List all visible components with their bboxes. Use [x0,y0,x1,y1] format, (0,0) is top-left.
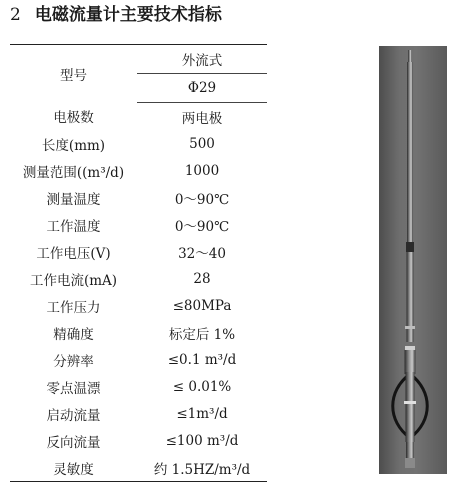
row-key: 灵敏度 [10,454,137,482]
row-value: 0～90℃ [174,191,230,208]
row-value: 两电极 [181,110,223,127]
row-key: 分辨率 [53,353,94,370]
row-value: ≤80MPa [172,297,232,314]
table-header-row [10,45,267,74]
table-row [10,103,267,131]
row-value: ≤ 0.01% [172,378,232,395]
table-row [10,454,267,482]
row-key: 电极数 [53,110,94,127]
table-row [10,427,267,454]
table-row [10,211,267,238]
row-value: 约 1.5HZ/m³/d [137,454,267,482]
section-number: 2 [10,5,21,25]
table-row [10,292,267,319]
table-row [10,373,267,400]
section-title: 电磁流量计主要技术指标 [34,5,222,25]
spec-table [10,44,267,482]
row-value: 32～40 [178,245,226,262]
row-key: 反向流量 [46,434,101,451]
row-key: 测量温度 [46,191,101,208]
row-key: 长度(mm) [41,137,106,154]
table-row [10,346,267,373]
row-key: 启动流量 [46,407,101,424]
row-value: 标定后 1% [168,326,236,343]
row-value: 28 [193,270,211,287]
row-value: ≤1m³/d [176,405,228,422]
table-row [10,184,267,211]
table-row [10,157,267,184]
table-row [10,319,267,346]
row-value: 1000 [184,162,220,179]
row-value: ≤100 m³/d [165,432,239,449]
row-value: ≤0.1 m³/d [167,351,237,368]
row-value: 0～90℃ [174,218,230,235]
table-row [10,238,267,265]
row-key: 工作压力 [46,299,101,316]
table-row [10,130,267,157]
table-row [10,265,267,292]
flowmeter-photo [379,46,447,474]
row-key: 工作电压(V) [36,245,111,262]
model-label: 型号 [10,45,137,103]
model-code: Φ29 [137,74,267,103]
row-key: 工作电流(mA) [29,272,118,289]
row-key: 零点温漂 [46,380,101,397]
table-row [10,400,267,427]
row-key: 工作温度 [46,218,101,235]
row-value: 500 [189,135,215,152]
row-key: 测量范围((m³/d) [22,164,125,181]
row-key: 精确度 [53,326,94,343]
section-heading [10,4,222,26]
flowmeter-illustration [379,46,447,474]
model-type: 外流式 [137,45,267,74]
